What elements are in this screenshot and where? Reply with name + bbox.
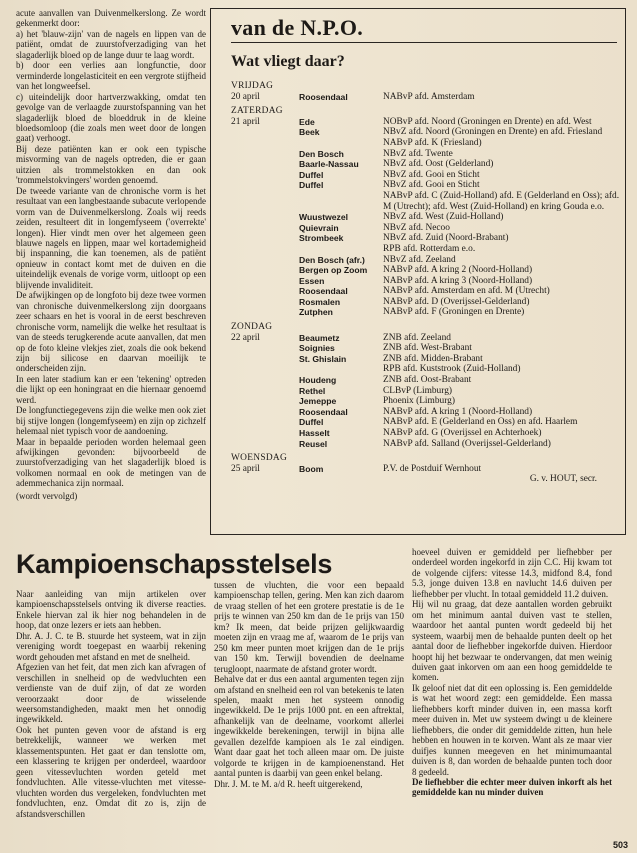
release-place: Reusel	[299, 438, 328, 449]
release-place: Duffel	[299, 169, 324, 180]
entry-date: 20 april	[231, 91, 260, 102]
release-place: Duffel	[299, 180, 324, 191]
entry-date	[231, 417, 299, 428]
entry-date	[231, 149, 299, 160]
schedule-row	[231, 464, 621, 475]
release-place: Houdeng	[299, 375, 337, 386]
club-name: NBvZ afd. Twente	[383, 148, 453, 159]
entry-date	[231, 407, 299, 418]
schedule-row	[231, 117, 621, 128]
club-name: NABvP afd. K (Friesland)	[383, 137, 482, 148]
entry-date	[231, 191, 299, 212]
entry-date	[231, 396, 299, 407]
signature: G. v. HOUT, secr.	[529, 474, 597, 485]
release-place	[299, 364, 383, 375]
paragraph: hoeveel duiven er gemiddeld per liefhebber per onderdeel worden ingekorfd in zijn C.C. Hij kwam tot de volgende cijfers: vitesse 14.3, midfond 8.4, fond 5.3, jonge duiven 13.8 en navlucht 14.6 duiven per liefhebber per vlucht. In totaal gemiddeld 11.2 duiven.	[412, 547, 612, 599]
club-name: NABvP afd. A kring 3 (Noord-Holland)	[383, 275, 533, 286]
article-column-3	[412, 547, 612, 798]
club-name: ZNB afd. Oost-Brabant	[383, 375, 472, 386]
release-place: Rosmalen	[299, 296, 341, 307]
entry-date	[231, 255, 299, 266]
flight-schedule	[231, 81, 621, 485]
schedule-row	[231, 375, 621, 386]
release-place: Quievrain	[299, 222, 339, 233]
paragraph: Ik geloof niet dat dit een oplossing is. Een gemiddelde is wat het woord zegt: een gemiddelde. Een massa liefhebbers korft minder duiven in, een massa korft meer duiven in. Met uw systeem dwingt u de kleinere liefhebbers, die onder dit gemiddelde zitten, hun hele hebben en houwen in te korven. Want als ze maar vier duifjes kunnen meegeven en het minimumaantal duiven is 8, dan worden de behaalde punten toch door 8 gedeeld.	[412, 682, 612, 777]
schedule-row	[231, 191, 621, 212]
entry-date	[231, 428, 299, 439]
schedule-row	[231, 212, 621, 223]
schedule-row	[231, 407, 621, 418]
entry-date	[231, 159, 299, 170]
paragraph: Dhr. A. J. C. te B. stuurde het systeem, wat in zijn vereniging wordt toegepast en waarbij rekening wordt gehouden met afstand en met de snelheid.	[16, 630, 206, 662]
club-name: ZNB afd. Midden-Brabant	[383, 353, 483, 364]
entry-date	[231, 138, 299, 149]
release-place: Beaumetz	[299, 332, 340, 343]
schedule-row	[231, 297, 621, 308]
entry-date	[231, 276, 299, 287]
paragraph: Afgezien van het feit, dat men zich kan afvragen of verschillen in snelheid op de wedvluchten een verdienste van de duif zijn, of dat ze worden veroorzaakt door de wisselende weersomstandigheden, maakt men het onnodig ingewikkeld.	[16, 662, 206, 725]
entry-date	[231, 386, 299, 397]
entry-date	[231, 364, 299, 375]
club-name: RPB afd. Rotterdam e.o.	[383, 243, 476, 254]
schedule-row	[231, 170, 621, 181]
release-place: Beek	[299, 127, 320, 138]
release-place: Bergen op Zoom	[299, 265, 368, 276]
schedule-day	[231, 81, 621, 102]
schedule-day	[231, 106, 621, 318]
day-name: WOENSDAG	[231, 453, 288, 464]
release-place: Essen	[299, 275, 325, 286]
entry-date	[231, 233, 299, 244]
paragraph: a) het 'blauw-zijn' van de nagels en lippen van de patiënt, omdat de zuurstofverzadiging van het slagaderlijk bloed op de lange duur te laag wordt.	[16, 28, 206, 60]
schedule-row	[231, 92, 621, 103]
release-place: Duffel	[299, 417, 324, 428]
schedule-row	[231, 386, 621, 397]
entry-date	[231, 375, 299, 386]
release-place: Soignies	[299, 343, 335, 354]
club-name: Phoenix (Limburg)	[383, 396, 455, 407]
release-place: Wuustwezel	[299, 212, 349, 223]
club-name: NABvP afd. A kring 1 (Noord-Holland)	[383, 406, 533, 417]
schedule-row	[231, 255, 621, 266]
left-article-column	[16, 8, 206, 501]
schedule-row	[231, 364, 621, 375]
schedule-row	[231, 396, 621, 407]
club-name: NABvP afd. Salland (Overijssel-Gelderland)	[383, 438, 551, 449]
schedule-row	[231, 333, 621, 344]
release-place: Boom	[299, 463, 324, 474]
schedule-row	[231, 307, 621, 318]
entry-date	[231, 212, 299, 223]
release-place: Hasselt	[299, 428, 330, 438]
entry-date: 22 april	[231, 332, 260, 343]
schedule-row	[231, 276, 621, 287]
entry-date	[231, 307, 299, 318]
article-column-1	[16, 589, 206, 819]
paragraph: Dhr. J. M. te M. a/d R. heeft uitgerekend,	[214, 778, 363, 789]
release-place: Den Bosch (afr.)	[299, 254, 365, 265]
schedule-row	[231, 428, 621, 439]
club-name: NBvZ afd. Gooi en Sticht	[383, 180, 480, 191]
entry-date	[231, 297, 299, 308]
paragraph: Naar aanleiding van mijn artikelen over kampioenschapsstelsels ontving ik diverse reacties. Enkele hiervan zal ik hier nog behandelen in de hoop, dat onze lezers er iets aan hebben.	[16, 589, 206, 631]
release-place: Den Bosch	[299, 148, 344, 159]
paragraph: De tweede variante van de chronische vorm is het resultaat van een langbestaande subacute verlopende vorm van de Duivenmelkerslong. Zoals wij reeds zeiden, resulteert dit in longemfyseem ('overrekte' longen). Hier vindt men over het algemeen geen blauwe nagels en lippen, maar wel kortademigheid bij inspanning, die kan toenemen, als de patiënt opnieuw in contact komt met de duiven en die uiteindelijk evenals de vorige vorm, uitloopt op een blijvende invaliditeit.	[16, 185, 206, 290]
club-name: NABvP afd. E (Gelderland en Oss) en afd. Haarlem	[383, 417, 578, 428]
club-name: NBvZ afd. Zeeland	[383, 254, 456, 265]
entry-date	[231, 343, 299, 354]
entry-date	[231, 265, 299, 276]
day-name: VRIJDAG	[231, 81, 274, 91]
club-name: NABvP afd. Amsterdam en afd. M (Utrecht)	[383, 286, 550, 297]
title-rule	[231, 42, 617, 43]
bold-paragraph: De liefhebber die echter meer duiven inkorft als het gemiddelde kan nu minder duiven	[412, 776, 612, 798]
club-name: CLBvP (Limburg)	[383, 385, 453, 396]
entry-date	[231, 439, 299, 450]
schedule-row	[231, 417, 621, 428]
schedule-row	[231, 343, 621, 354]
schedule-row	[231, 439, 621, 450]
article-column-2	[214, 580, 404, 789]
release-place: Jemeppe	[299, 396, 337, 407]
paragraph: De longfunctiegegevens zijn die welke men ook ziet bij stijve longen (longemfyseem) en zijn op zichzelf helemaal niet typisch voor de aandoening.	[16, 405, 206, 437]
paragraph: In een later stadium kan er een 'tekening' optreden die lijkt op een honingraat en die hiernaar genoemd werd.	[16, 373, 206, 405]
schedule-row	[231, 244, 621, 255]
schedule-row	[231, 233, 621, 244]
entry-date	[231, 244, 299, 255]
schedule-row	[231, 265, 621, 276]
club-name: NABvP afd. A kring 2 (Noord-Holland)	[383, 265, 533, 276]
club-name: NABvP afd. C (Zuid-Holland) afd. E (Gelderland en Oss); afd. M (Utrecht); afd. West (Zuid-Holland) en kring Gouda e.o.	[383, 190, 620, 212]
schedule-row	[231, 138, 621, 149]
paragraph: Ook het punten geven voor de afstand is erg betrekkelijk, wanneer we werken met klassementspunten. Het gaat er dan tenslotte om, een klassering te krijgen per onderdeel, waardoor geen vitessevluchten worden geteld met fondvluchten. Alle vitesse-vluchten met vitesse-vluchten worden dus vergeleken, fondvluchten met fondvluchten, enz. Omdat dit zo is, zijn de afstandsverschillen	[16, 724, 206, 819]
schedule-row	[231, 354, 621, 365]
schedule-row	[231, 159, 621, 170]
club-name: RPB afd. Kuststrook (Zuid-Holland)	[383, 364, 521, 375]
npo-title: van de N.P.O.	[231, 15, 364, 40]
schedule-row	[231, 286, 621, 297]
club-name: NBvZ afd. Oost (Gelderland)	[383, 159, 494, 170]
paragraph: acute aanvallen van Duivenmelkerslong. Ze wordt gekenmerkt door:	[16, 8, 206, 29]
release-place	[299, 138, 383, 149]
paragraph: c) uiteindelijk door hartverzwakking, omdat ten gevolge van de verlaagde zuurstofspanning van het slagaderlijk bloed de bloeddruk in de kleine bloedsomloop (die zoals men weet door de longen gaat) verhoogt.	[16, 91, 206, 144]
release-place: Roosendaal	[299, 406, 348, 417]
paragraph: tussen de vluchten, die voor een bepaald kampioenschap tellen, gering. Men kan zich daarom de vraag stellen of het een grotere prestatie is de 1e prijs te winnen van 250 km dan de 1e prijs van 150 km? Ik meen, dat beide prijzen gelijkwaardig moeten zijn en vraag me af, waarom de 1e prijs van 250 km meer punten moet krijgen dan de 1e prijs van 150 km. Terwijl bovendien de deelname terugloopt, naarmate de afstand groter wordt.	[214, 580, 404, 674]
release-place: Roosendaal	[299, 286, 348, 297]
entry-date: 21 april	[231, 116, 260, 127]
club-name: ZNB afd. Zeeland	[383, 332, 451, 343]
paragraph: Behalve dat er dus een aantal argumenten tegen zijn om afstand en snelheid een rol van betekenis te laten spelen, maakt men het systeem onnodig ingewikkeld. De 1e prijs 1000 pnt. en een aftrektal, afhankelijk van de deelname, voorkomt allerlei ingewikkelde berekeningen, terwijl in bijna alle gevallen dezelfde kampioen als 1e zal eindigen. Want daar gaat het toch alleen maar om. De juiste volgorde te krijgen in de kampioenenstand. Het aantal punten is daarbij van geen enkel belang.	[214, 674, 404, 779]
club-name: P.V. de Postduif Wernhout	[383, 463, 482, 474]
article-title: Kampioenschapsstelsels	[16, 549, 333, 579]
paragraph: Hij wil nu graag, dat deze aantallen worden gebruikt om het minimum aantal duiven vast te stellen, waardoor het aantal punten wordt gedeeld bij het systeem, waarbij men de behaalde punten deelt op het aantal door de liefhebber ingekorfde duiven. Hierdoor hoopt hij het bezwaar te ondervangen, dat men weinig duiven gaat inkorven om aan een hoog gemiddelde te komen.	[412, 599, 612, 683]
paragraph: Bij deze patiënten kan er ook een typische misvorming van de nagels optreden, die er gaan uitzien als trommelstokken en dan ook 'trommelstokvingers' worden genoemd.	[16, 143, 206, 186]
club-name: NBvZ afd. Gooi en Sticht	[383, 169, 480, 180]
club-name: NABvP afd. Amsterdam	[383, 91, 475, 102]
day-name: ZONDAG	[231, 322, 273, 333]
entry-date	[231, 180, 299, 191]
schedule-day	[231, 322, 621, 449]
npo-box	[210, 8, 626, 535]
schedule-row	[231, 180, 621, 191]
club-name: NABvP afd. F (Groningen en Drente)	[383, 307, 525, 318]
club-name: NABvP afd. D (Overijssel-Gelderland)	[383, 296, 530, 307]
paragraph: Maar in bepaalde perioden worden helemaal geen afwijkingen gevonden: bijvoorbeeld de zuurstofverzadiging van het slagaderlijk bloed is volkomen normaal en ook de metingen van de ademmechanica zijn normaal.	[16, 436, 206, 489]
schedule-row	[231, 127, 621, 138]
club-name: ZNB afd. West-Brabant	[383, 343, 472, 354]
club-name: NBvZ afd. Necoo	[383, 222, 450, 233]
npo-subtitle: Wat vliegt daar?	[231, 53, 345, 70]
paragraph: b) door een verlies aan longfunctie, door verminderde longelasticiteit en een vergrote stijfheid van het longweefsel.	[16, 60, 207, 92]
schedule-row	[231, 223, 621, 234]
release-place: Ede	[299, 116, 315, 127]
release-place: Baarle-Nassau	[299, 159, 359, 170]
club-name: NBvZ afd. West (Zuid-Holland)	[383, 212, 504, 223]
release-place	[299, 191, 383, 212]
club-name: NOBvP afd. Noord (Groningen en Drente) en afd. West	[383, 116, 592, 127]
release-place: Zutphen	[299, 307, 333, 318]
club-name: NBvZ afd. Zuid (Noord-Brabant)	[383, 233, 509, 244]
release-place: Strombeek	[299, 233, 344, 244]
continued-note: (wordt vervolgd)	[16, 490, 78, 501]
release-place: Roosendaal	[299, 91, 348, 102]
entry-date	[231, 286, 299, 297]
release-place	[299, 244, 383, 255]
entry-date	[231, 354, 299, 365]
entry-date	[231, 223, 299, 234]
entry-date: 25 april	[231, 463, 260, 474]
page-number: 503	[613, 840, 629, 850]
club-name: NBvZ afd. Noord (Groningen en Drente) en afd. Friesland	[383, 127, 603, 138]
schedule-row	[231, 149, 621, 160]
paragraph: De afwijkingen op de longfoto bij deze twee vormen van chronische duivenmelkerslong zijn doorgaans zeer schaars en het is vooral in de eerst beschreven chronische vorm, namelijk die welke het resultaat is van de steeds terugkerende acute aanvallen, dat men op de foto kleine vlekjes ziet, zoals die ook bekend zijn bij silicose en daarvan moeilijk te onderscheiden zijn.	[16, 290, 206, 374]
entry-date	[231, 170, 299, 181]
release-place: St. Ghislain	[299, 353, 347, 364]
entry-date	[231, 127, 299, 138]
day-name: ZATERDAG	[231, 106, 283, 117]
club-name: NABvP afd. G (Overijssel en Achterhoek)	[383, 428, 542, 438]
schedule-day	[231, 453, 621, 474]
release-place: Rethel	[299, 385, 326, 396]
